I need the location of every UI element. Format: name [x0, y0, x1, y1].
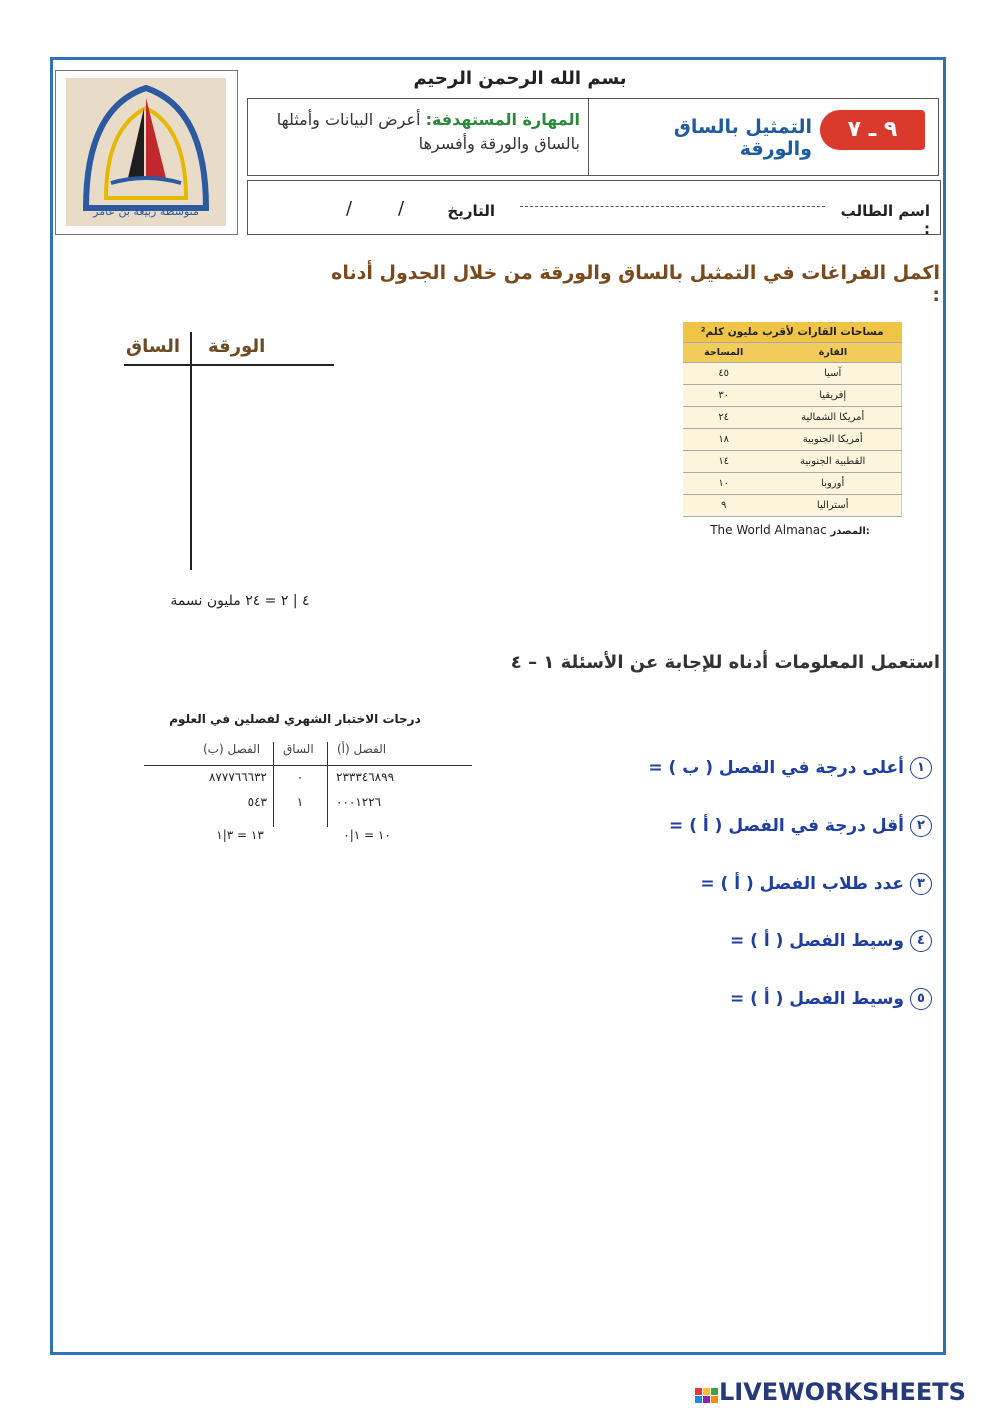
continent-name: أوروبا — [764, 473, 901, 495]
table-row — [683, 407, 902, 429]
table-source — [690, 523, 890, 537]
student-name-label: اسم الطالب : — [840, 202, 930, 238]
date-label: التاريخ — [447, 202, 495, 220]
continent-area: ١٤ — [683, 451, 764, 473]
continent-area: ١٨ — [683, 429, 764, 451]
continent-area: ١٠ — [683, 473, 764, 495]
stem-leaf-vline — [190, 332, 192, 570]
stem-leaf-hline — [124, 364, 334, 366]
col-area: المساحة — [683, 343, 764, 363]
leaves-b: ٥٤٣ — [247, 795, 267, 809]
col-stem: الساق — [283, 742, 314, 756]
logo-caption: متوسطة ربيعة بن عامر — [93, 205, 199, 218]
question-number: ٣ — [910, 873, 932, 895]
question-text: أعلى درجة في الفصل ( ب ) = — [648, 758, 904, 778]
table-row — [683, 473, 902, 495]
col-class-b: الفصل (ب) — [203, 742, 261, 756]
page-frame — [50, 57, 946, 1355]
stem-leaf-key: ٤ | ٢ = ٢٤ مليون نسمة — [170, 593, 310, 609]
skill-label: المهارة المستهدفة: — [425, 110, 580, 129]
leaves-a: ٠٠٠١٢٢٦ — [336, 795, 382, 809]
col-class-a: الفصل (أ) — [337, 742, 387, 756]
continent-area: ٢٤ — [683, 407, 764, 429]
plot-vline — [273, 742, 274, 827]
continent-area: ٣٠ — [683, 385, 764, 407]
continent-area: ٩ — [683, 495, 764, 517]
continents-table — [683, 322, 902, 517]
col-continent: القارة — [764, 343, 901, 363]
question-number: ٤ — [910, 930, 932, 952]
date-slash: / — [346, 198, 353, 219]
continent-name: أمريكا الجنوبية — [764, 429, 901, 451]
question-number: ١ — [910, 757, 932, 779]
question-1 — [552, 757, 932, 779]
source-label: المصدر: — [830, 526, 870, 537]
school-logo — [66, 78, 226, 226]
plot-vline — [327, 742, 328, 827]
header-divider — [588, 98, 589, 176]
table-row — [683, 385, 902, 407]
continent-name: أستراليا — [764, 495, 901, 517]
stem-header: الساق — [126, 336, 181, 357]
plot-title: درجات الاختبار الشهري لفصلين في العلوم — [169, 712, 421, 726]
liveworksheets-logo[interactable] — [695, 1378, 995, 1410]
instruction-2: استعمل المعلومات أدناه للإجابة عن الأسئلة ١ – ٤ — [510, 652, 940, 673]
question-2 — [552, 815, 932, 837]
leaf-header: الورقة — [208, 336, 266, 357]
leaves-b: ٨٧٧٧٦٦٦٣٢ — [208, 770, 267, 784]
lesson-number-badge: ٩ ـ ٧ — [820, 110, 925, 150]
continent-name: القطبية الجنوبية — [764, 451, 901, 473]
question-text: عدد طلاب الفصل ( أ ) = — [700, 874, 904, 894]
target-skill — [255, 108, 580, 156]
question-text: أقل درجة في الفصل ( أ ) = — [669, 816, 904, 836]
brand-text: LIVEWORKSHEETS — [719, 1378, 966, 1406]
source-name: The World Almanac — [710, 523, 827, 537]
table-row — [683, 429, 902, 451]
date-slash: / — [398, 198, 405, 219]
table-title: مساحات القارات لأقرب مليون كلم² — [683, 322, 902, 343]
leaves-a: ٢٣٣٣٤٦٨٩٩ — [336, 770, 395, 784]
stem: ٠ — [296, 770, 304, 784]
continent-area: ٤٥ — [683, 363, 764, 385]
brand-icon — [695, 1388, 719, 1404]
instruction-1: اكمل الفراغات في التمثيل بالساق والورقة من خلال الجدول أدناه : — [331, 262, 940, 306]
stem: ١ — [296, 795, 304, 809]
continent-name: أمريكا الشمالية — [764, 407, 901, 429]
skill-text: أعرض البيانات وأمثلها بالساق والورقة وأفسرها — [276, 110, 580, 153]
basmala: بسم الله الرحمن الرحيم — [413, 68, 627, 89]
question-3 — [552, 873, 932, 895]
table-row — [683, 363, 902, 385]
plot-hline — [144, 765, 472, 766]
table-row — [683, 451, 902, 473]
question-4 — [552, 930, 932, 952]
question-number: ٢ — [910, 815, 932, 837]
question-number: ٥ — [910, 988, 932, 1010]
key-a: ١٠ = ١|٠ — [343, 828, 391, 842]
table-row — [683, 495, 902, 517]
lesson-title: التمثيل بالساق والورقة — [673, 116, 812, 160]
continent-name: إفريقيا — [764, 385, 901, 407]
key-b: ١٣ = ٣|١ — [216, 828, 264, 842]
question-5 — [552, 988, 932, 1010]
continent-name: آسيا — [764, 363, 901, 385]
student-name-input[interactable] — [520, 206, 825, 207]
question-text: وسيط الفصل ( أ ) = — [729, 989, 904, 1009]
question-text: وسيط الفصل ( أ ) = — [729, 931, 904, 951]
